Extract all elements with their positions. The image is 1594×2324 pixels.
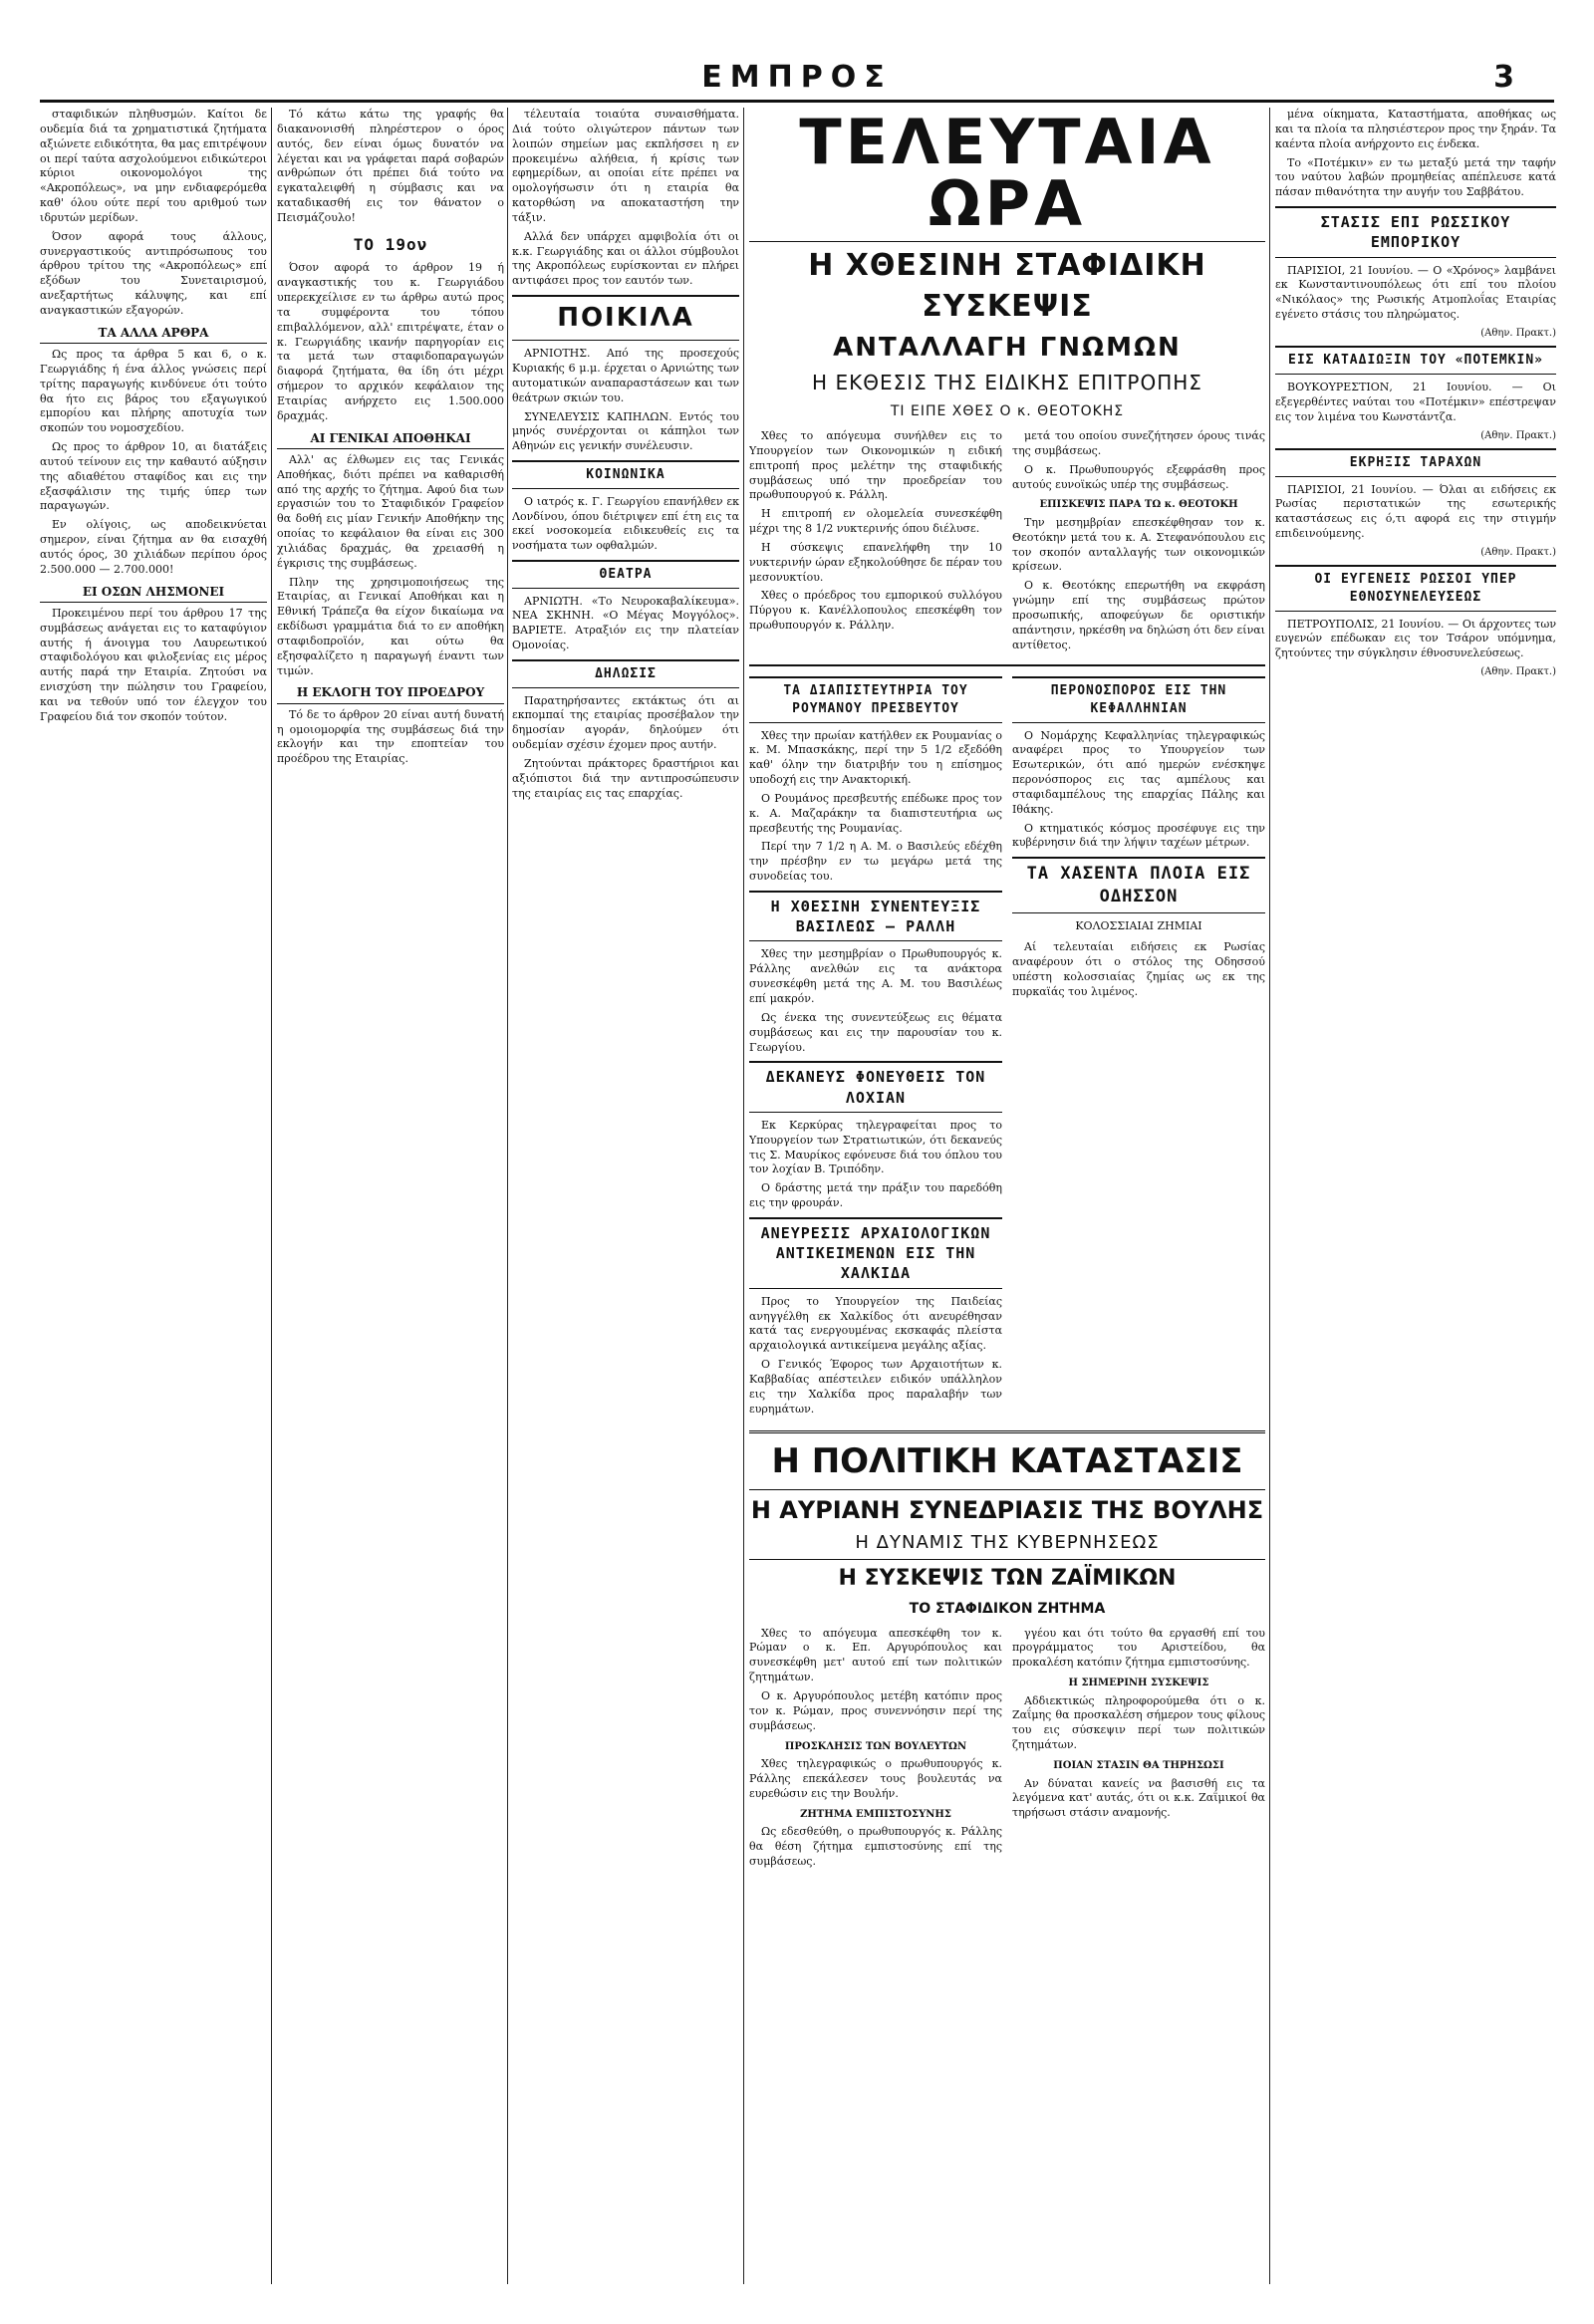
two-column-body (749, 664, 1265, 1420)
article-paragraph: Ως προς το άρθρον 10, αι διατάξεις αυτού τείνουν εις την καθαυτό αύξησιν της αδιαθέτου σταφίδος και εις την εξασφάλισιν της τιμής ύπερ των παραγωγών. (40, 440, 267, 513)
column-5 (1275, 108, 1556, 2284)
article-paragraph: Περί την 7 1/2 η Α. Μ. ο Βασιλεύς εδέχθη την πρέσβην εν τω μεγάρω μετά της συνοδείας του. (749, 840, 1002, 884)
section-heading: ΑΝΕΥΡΕΣΙΣ ΑΡΧΑΙΟΛΟΓΙΚΩΝ ΑΝΤΙΚΕΙΜΕΝΩΝ ΕΙΣ ΤΗΝ ΧΑΛΚΙΔΑ (749, 1217, 1002, 1289)
section-heading: Η ΕΚΛΟΓΗ ΤΟΥ ΠΡΟΕΔΡΟΥ (277, 684, 504, 703)
article-paragraph: Ο κ. Θεοτόκης επερωτήθη να εκφράση γνώμην επί της συμβάσεως πρώτον προσωπικής, αποφεύγων δε οριστικήν απάντησιν, ηρκέσθη να δηλώση ότι δεν είναι αντίθετος. (1012, 579, 1265, 651)
section-heading: ΑΙ ΓΕΝΙΚΑΙ ΑΠΟΘΗΚΑΙ (277, 430, 504, 449)
section-heading: ΔΕΚΑΝΕΥΣ ΦΟΝΕΥΘΕΙΣ ΤΟΝ ΛΟΧΙΑΝ (749, 1061, 1002, 1113)
article-paragraph: μετά του οποίου συνεζήτησεν όρους τινάς της συμβάσεως. (1012, 428, 1265, 457)
politics-subtitle: ΤΟ ΣΤΑΦΙΔΙΚΟΝ ΖΗΤΗΜΑ (909, 1600, 1106, 1617)
article-paragraph: Αν δύναται κανείς να βασισθή εις τα λεγόμενα κατ' αυτάς, ότι οι κ.κ. Ζαΐμικοί θα τηρήσωσι στάσιν αναμονής. (1012, 1776, 1265, 1820)
article-paragraph: ΒΟΥΚΟΥΡΕΣΤΙΟΝ, 21 Ιουνίου. — Οι εξεγερθέντες ναύται του «Ποτέμκιν» επέστρεψαν εις τον λιμένα του Κωνστάντζα. (1275, 380, 1556, 423)
article-paragraph: Ζητούνται πράκτορες δραστήριοι και αξιόπιστοι διά την αντιπροσώπευσιν της εταιρίας εις τας επαρχίας. (512, 756, 739, 800)
headline-title: ΤΕΛΕΥΤΑΙΑ ΩΡΑ (799, 108, 1215, 240)
article-paragraph: ΠΑΡΙΣΙΟΙ, 21 Ιουνίου. — Ο «Χρόνος» λαμβάνει εκ Κωνσταντινουπόλεως ότι επί του πλοίου «Νικόλαος» της Ρωσικής Ατμοπλοΐας Εταιρίας εγένετο στάσις του πληρώματος. (1275, 263, 1556, 322)
politics-body (749, 1627, 1265, 1874)
section-heading: ΤΑ ΑΛΛΑ ΑΡΘΡΑ (40, 325, 267, 344)
section-heading: ΖΗΤΗΜΑ ΕΜΠΙΣΤΟΣΥΝΗΣ (800, 1808, 951, 1820)
section-heading: ΔΗΛΩΣΙΣ (512, 659, 739, 688)
section-heading: ΘΕΑΤΡΑ (512, 560, 739, 589)
body-right (1012, 429, 1265, 656)
section-heading: Η ΣΗΜΕΡΙΝΗ ΣΥΣΚΕΨΙΣ (1068, 1678, 1209, 1689)
article-paragraph: ΣΥΝΕΛΕΥΣΙΣ ΚΑΠΗΛΩΝ. Εντός του μηνός συνέρχονται οι κάπηλοι των Αθηνών εις γενικήν συνέλευσιν. (512, 409, 739, 453)
article-paragraph: Όσον αφορά το άρθρον 19 ή αναγκαστικής του κ. Γεωργιάδου υπερεκχείλισε εν τω άρθρω αυτώ προς τα συμφέροντα του τόπου επιβαλλόμενον, αλλ' επιτρέψατε, έταν ο κ. Γεωργιάδης ικανήν παρηγορίαν εις τα μετά των σταφιδοπαραγωγών διαφορά ζητήματα, θα ίδη ότι μέχρι σήμερον το αρχικόν κεφάλαιον της Εταιρίας ανήρχετο εις 1.500.000 δραχμάς. (277, 261, 504, 422)
article-paragraph: μένα οίκηματα, Καταστήματα, αποθήκας ως και τα πλοία τα πλησιέστερον προς την ξηράν. Τα καέντα πλοία ανήρχοντο εις ένδεκα. (1275, 108, 1556, 150)
section-heading: ΕΙΣ ΚΑΤΑΔΙΩΞΙΝ ΤΟΥ «ΠΟΤΕΜΚΙΝ» (1275, 346, 1556, 375)
section-heading: ΠΡΟΣΚΛΗΣΙΣ ΤΩΝ ΒΟΥΛΕΥΤΩΝ (784, 1740, 967, 1752)
section-subheading: ΚΟΛΟΣΣΙΑΙΑΙ ΖΗΜΙΑΙ (1075, 919, 1202, 933)
article-paragraph: τέλευταία τοιαύτα συναισθήματα. Διά τούτο ολιγώτερον πάντων των λοιπών σημείων μας εκπλήσσει η εν προκειμένω αλήθεια, ή κρίσις των εφημερίδων, αι οποίαι είτε πρέπει να ομολογήσωσιν ότι η εταιρία θα κατορθώση να αποκαταστήση την τάξιν. (512, 108, 739, 224)
article-paragraph: Χθες το απόγευμα απεσκέφθη τον κ. Ρώμαν ο κ. Επ. Αργυρόπουλος και συνεσκέφθη μετ' αυτού επί των πολιτικών ζητημάτων. (749, 1626, 1002, 1684)
article-paragraph: ΠΑΡΙΣΙΟΙ, 21 Ιουνίου. — Όλαι αι ειδήσεις εκ Ρωσίας περιστατικών της εσωτερικής καταστάσεως εις ό,τι αφορά εις την στιγμήν επιδεινούμενης. (1275, 482, 1556, 541)
page-number: 3 (1493, 60, 1514, 95)
article-paragraph: Αί τελευταίαι ειδήσεις εκ Ρωσίας αναφέρουν ότι ο στόλος της Οδησσού υπέστη κολοσσιαίας ζημίας ως εκ της πυρκαϊάς του λιμένος. (1012, 940, 1265, 998)
section-heading: ΠΟΙΚΙΛΑ (512, 295, 739, 341)
article-paragraph: Ο κτηματικός κόσμος προσέφυγε εις την κυβέρνησιν διά την λήψιν ταχέων μέτρων. (1012, 821, 1265, 850)
article-paragraph: Ως εδεσθεύθη, ο πρωθυπουργός κ. Ράλλης θα θέση ζήτημα εμπιστοσύνης επί της συμβάσεως. (749, 1825, 1002, 1868)
article-paragraph: Αδδιεκτικώς πληροφορούμεθα ότι ο κ. Ζαΐμης θα προσκαλέση σήμερον τους φίλους του εις σύσκεψιν περί των πολιτικών ζητημάτων. (1012, 1693, 1265, 1752)
section-heading: ΚΟΙΝΩΝΙΚΑ (512, 460, 739, 489)
newspaper-name: ΕΜΠΡΟΣ (701, 60, 893, 95)
article-paragraph: Παρατηρήσαντες εκτάκτως ότι αι εκπομπαί της εταιρίας προσέβαλον την δημοσίαν αγοράν, δηλούμεν ότι ουδεμίαν σχέσιν έχομεν προς αυτήν. (512, 693, 739, 752)
section-heading: ΤΟ 19ον (353, 234, 428, 254)
politics-subtitle: Η ΔΥΝΑΜΙΣ ΤΗΣ ΚΥΒΕΡΝΗΣΕΩΣ (855, 1531, 1160, 1553)
column-2 (277, 108, 504, 2284)
body-left (749, 670, 1002, 1420)
section-heading: ΟΙ ΕΥΓΕΝΕΙΣ ΡΩΣΣΟΙ ΥΠΕΡ ΕΘΝΟΣΥΝΕΛΕΥΣΕΩΣ (1275, 565, 1556, 611)
article-paragraph: Την μεσημβρίαν επεσκέφθησαν τον κ. Θεοτόκην μετά του κ. Α. Στεφανόπουλου εις τον σκοπόν ανταλλαγής των οικονομικών κρίσεων. (1012, 515, 1265, 574)
article-paragraph: Χθες τηλεγραφικώς ο πρωθυπουργός κ. Ράλλης επεκάλεσεν τους βουλευτάς να ευρεθώσιν εις την Βουλήν. (749, 1757, 1002, 1800)
headline-subtitle: ΑΝΤΑΛΛΑΓΗ ΓΝΩΜΩΝ (833, 333, 1182, 363)
column-divider (743, 108, 744, 2284)
article-paragraph: Χθες την μεσημβρίαν ο Πρωθυπουργός κ. Ράλλης ανελθών εις τα ανάκτορα συνεσκέφθη μετά της Α. Μ. του Βασιλέως επί μακρόν. (749, 947, 1002, 1006)
article-paragraph: Ο ιατρός κ. Γ. Γεωργίου επανήλθεν εκ Λονδίνου, όπου διέτριψεν επί έτη εις τα εκεί νοσοκομεία ειδικευθείς εις τα νοσήματα των οφθαλμών. (512, 494, 739, 553)
news-source: (Αθην. Πρακτ.) (1480, 546, 1556, 558)
article-paragraph: Πλην της χρησιμοποιήσεως της Εταιρίας, αι Γενικαί Αποθήκαι και η Εθνική Τράπεζα θα είχον δικαίωμα να εκδίδωσι γραμμάτια διά το εν αποθήκη σταφιδοπροϊόν, και ούτω θα εξησφαλίζετο η παραγωγή έναντι των τιμών. (277, 575, 504, 677)
article-paragraph: Όσον αφορά τους άλλους, συνεργαστικούς αντιπρόσωπους του άρθρου τρίτου της «Ακροπόλεως» επί εξόδων του Συνεταιρισμού, ανεξαρτήτως κάλυψης, και επί αναγκαστικών εξαγορών. (40, 229, 267, 317)
article-paragraph: ΠΕΤΡΟΥΠΟΛΙΣ, 21 Ιουνίου. — Οι άρχοντες των ευγενών επέδωκαν εις τον Τσάρον υπόμνημα, ζητούντες την σύγκλησιν έθνοσυνελεύσεως. (1275, 617, 1556, 660)
politics-subtitle: Η ΑΥΡΙΑΝΗ ΣΥΝΕΔΡΙΑΣΙΣ ΤΗΣ ΒΟΥΛΗΣ (749, 1489, 1265, 1526)
article-paragraph: Χθες το απόγευμα συνήλθεν εις το Υπουργείον των Οικονομικών η ειδική επιτροπή προς μελέτην της σταφιδικής συμβάσεως υπό την προεδρείαν του πρωθυπουργού κ. Ράλλη. (749, 428, 1002, 502)
column-1 (40, 108, 267, 2284)
column-divider (271, 108, 272, 2284)
news-source: (Αθην. Πρακτ.) (1480, 327, 1556, 339)
section-heading: ΕΠΙΣΚΕΨΙΣ ΠΑΡΑ ΤΩ κ. ΘΕΟΤΟΚΗ (1039, 499, 1238, 511)
section-heading: ΠΟΙΑΝ ΣΤΑΣΙΝ ΘΑ ΤΗΡΗΣΩΣΙ (1053, 1760, 1224, 1772)
section-heading: ΣΤΑΣΙΣ ΕΠΙ ΡΩΣΣΙΚΟΥ ΕΜΠΟΡΙΚΟΥ (1275, 206, 1556, 258)
section-heading: ΤΑ ΔΙΑΠΙΣΤΕΥΤΗΡΙΑ ΤΟΥ ΡΟΥΜΑΝΟΥ ΠΡΕΣΒΕΥΤΟΥ (749, 676, 1002, 722)
article-paragraph: Το «Ποτέμκιν» εν τω μεταξύ μετά την ταφήν του ναύτου λαβών προμηθείας απέπλευσε κατά πάσαν πιθανότητα την αυγήν του Σαββάτου. (1275, 155, 1556, 199)
politics-title: Η ΠΟΛΙΤΙΚΗ ΚΑΤΑΣΤΑΣΙΣ (749, 1430, 1265, 1485)
column-4-latest-news (749, 108, 1265, 2284)
headline-subtitle: Η ΕΚΘΕΣΙΣ ΤΗΣ ΕΙΔΙΚΗΣ ΕΠΙΤΡΟΠΗΣ (812, 371, 1202, 395)
headline-subtitle: ΤΙ ΕΙΠΕ ΧΘΕΣ Ο κ. ΘΕΟΤΟΚΗΣ (890, 403, 1125, 420)
masthead (40, 60, 1554, 103)
article-paragraph: Ως προς τα άρθρα 5 και 6, ο κ. Γεωργιάδης ή ένα άλλος γνώσεις περί τρίτης παραγωγής κινδύνευε ότι τούτο θα ήτο εις βάρος του εξαγωγικού εμπορίου και πλήρης αποτυχία των σκοπών του νομοσχεδίου. (40, 348, 267, 435)
body-right (1012, 1627, 1265, 1874)
article-paragraph: Ο κ. Πρωθυπουργός εξεφράσθη προς αυτούς ευνοϊκώς υπέρ της συμβάσεως. (1012, 462, 1265, 491)
article-paragraph: σταφιδικών πληθυσμών. Καίτοι δε ουδεμία διά τα χρηματιστικά ζητήματα αξιώνετε ειδικότητα, θα μας επιτρέψουν οι περί ταύτα ασχολούμενοι ειδικώτεροι κύριοι οικονομολόγοι της «Ακροπόλεως», να μην ενδιαφερόμεθα καθ' όλου ούτε περί του αριθμού των ιδρυτών μερίδων. (40, 108, 267, 224)
article-paragraph: Προς το Υπουργείον της Παιδείας ανηγγέλθη εκ Χαλκίδος ότι ανευρέθησαν κατά τας ενεργουμένας εκσκαφάς πλείστα αρχαιολογικά αντικείμενα μεγάλης αξίας. (749, 1294, 1002, 1353)
article-paragraph: Η σύσκεψις επανελήφθη την 10 νυκτερινήν ώραν εξηκολούθησε δε πέραν του μεσονυκτίου. (749, 540, 1002, 584)
body-left (749, 1627, 1002, 1874)
article-paragraph: Ο Γενικός Έφορος των Αρχαιοτήτων κ. Καββαδίας απέστειλεν ειδικόν υπάλληλον εις την Χαλκίδα προς παραλαβήν των ευρημάτων. (749, 1358, 1002, 1416)
article-paragraph: Εν ολίγοις, ως αποδεικνύεται σημερον, είναι ζήτημα αν θα εισαχθή αυτός όρος, 30 χιλιάδων περίπου όρος 2.500.000 — 2.700.000! (40, 518, 267, 576)
article-paragraph: Τό δε το άρθρον 20 είναι αυτή δυνατή η ομοιομορφία της συμβάσεως διά την εκλογήν και την εποπτείαν του προέδρου της Εταιρίας. (277, 707, 504, 766)
body-left (749, 429, 1002, 656)
article-paragraph: Προκειμένου περί του άρθρου 17 της συμβάσεως ανάγεται εις το καταφύγιον αυτής ή άνοιγμα του Λαυρεωτικού σταφιδολόγου και φιλοξενίας εις μέρος αυτής παρά την Εταιρία. Ζητούσι να ενισχύση την πώλησιν του Γραφείου, και να τεθούν υπό τον έλεγχον του Γραφείου διά τον σκοπόν τούτον. (40, 606, 267, 723)
news-source: (Αθην. Πρακτ.) (1480, 666, 1556, 678)
article-paragraph: Ο Νομάρχης Κεφαλληνίας τηλεγραφικώς αναφέρει προς το Υπουργείον των Εσωτερικών, ότι από ημερών ενέσκηψε περονόσπορος εις τας αμπέλους και σταφιδαμπέλους της επαρχίας Πάλης και Ιθάκης. (1012, 728, 1265, 816)
article-paragraph: Εκ Κερκύρας τηλεγραφείται προς το Υπουργείον των Στρατιωτικών, ότι δεκανεύς τις Σ. Μαυρίκος εφόνευσε διά του όπλου του τον λοχίαν Β. Τριπόδην. (749, 1118, 1002, 1176)
section-heading: ΕΙ ΟΣΩΝ ΛΗΣΜΟΝΕΙ (40, 584, 267, 603)
column-divider (507, 108, 508, 2284)
news-source: (Αθην. Πρακτ.) (1480, 429, 1556, 441)
article-paragraph: Ο δράστης μετά την πράξιν του παρεδόθη εις την φρουράν. (749, 1181, 1002, 1210)
article-paragraph: Αλλ' ας έλθωμεν εις τας Γενικάς Αποθήκας, διότι πρέπει να καθαρισθή από της αρχής το ζήτημα. Αφού δια των εργασιών του το Σταφιδικόν Γραφείον θα δοθή εις μίαν Γενικήν Αποθήκην της οποίας το κεφάλαιον θα είναι εις 300 χιλιάδας δραχμάς, θα χρειασθή η έγκρισις της συμβάσεως. (277, 452, 504, 570)
article-paragraph: γγέου και ότι τούτο θα εργασθή επί του προγράμματος του Αριστείδου, θα προκαλέση κατόπιν ζήτημα εμπιστοσύνης. (1012, 1626, 1265, 1670)
article-paragraph: Η επιτροπή εν ολομελεία συνεσκέφθη μέχρι της 8 1/2 νυκτερινής όπου διέλυσε. (749, 507, 1002, 536)
politics-subtitle: Η ΣΥΣΚΕΨΙΣ ΤΩΝ ΖΑΪΜΙΚΩΝ (749, 1559, 1265, 1594)
article-paragraph: Ο κ. Αργυρόπουλος μετέβη κατόπιν προς τον κ. Ρώμαν, προς συνεννόησιν περί της συμβάσεως. (749, 1688, 1002, 1732)
article-paragraph: Χθες την πρωίαν κατήλθεν εκ Ρουμανίας ο κ. Μ. Μπασκάκης, περί την 5 1/2 εξεδόθη καθ' όλην την διατριβήν του η επίσημος υποδοχή εις την Ανακτορική. (749, 728, 1002, 787)
section-heading: Η ΧΘΕΣΙΝΗ ΣΥΝΕΝΤΕΥΞΙΣ ΒΑΣΙΛΕΩΣ — ΡΑΛΛΗ (749, 891, 1002, 942)
article-paragraph: Ως ένεκα της συνεντεύξεως εις θέματα συμβάσεως και εις την παρουσίαν του κ. Γεωργίου. (749, 1010, 1002, 1054)
article-paragraph: Τό κάτω κάτω της γραφής θα διακανονισθή πληρέστερον ο όρος αυτός, δεν είναι όμως δυνατόν να λέγεται και να γράφεται παρά σοβαρών ανθρώπων ότι πρέπει διά τούτο να εγκαταλειφθή η σύμβασις και να καταδικασθή εις τον θάνατον ο Πεισμάζουλο! (277, 108, 504, 224)
article-paragraph: ΑΡΝΙΟΤΗΣ. Από της προσεχούς Κυριακής 6 μ.μ. έρχεται ο Αρνιώτης των αυτοματικών αναπαραστάσεων και των θεάτρων σκιών του. (512, 347, 739, 404)
body-right (1012, 670, 1265, 1420)
article-paragraph: ΑΡΝΙΩΤΗ. «Το Νευροκαβαλίκευμα». ΝΕΑ ΣΚΗΝΗ. «Ο Μέγας Μογγόλος». ΒΑΡΙΕΤΕ. Ατραξιόν εις την πλατείαν Ομονοίας. (512, 594, 739, 652)
article-paragraph: Χθες ο πρόεδρος του εμπορικού συλλόγου Πύργου κ. Κανέλλοπουλος επεσκέφθη τον πρωθυπουργόν κ. Ράλλην. (749, 589, 1002, 633)
column-3 (512, 108, 739, 2284)
article-paragraph: Ο Ρουμάνος πρεσβευτής επέδωκε προς τον κ. Α. Μαζαράκην τα διαπιστευτήρια ως πρεσβευτής της Ρουμανίας. (749, 791, 1002, 835)
two-column-body (749, 429, 1265, 656)
section-heading: ΠΕΡΟΝΟΣΠΟΡΟΣ ΕΙΣ ΤΗΝ ΚΕΦΑΛΛΗΝΙΑΝ (1012, 676, 1265, 722)
article-paragraph: Αλλά δεν υπάρχει αμφιβολία ότι οι κ.κ. Γεωργιάδης και οι άλλοι σύμβουλοι της Ακροπόλεως ευρίσκονται εν πλήρει αντιφάσει προς τον εαυτόν των. (512, 229, 739, 288)
headline-subtitle: Η ΧΘΕΣΙΝΗ ΣΤΑΦΙΔΙΚΗ ΣΥΣΚΕΨΙΣ (749, 241, 1265, 327)
section-heading: ΕΚΡΗΞΙΣ ΤΑΡΑΧΩΝ (1275, 448, 1556, 477)
section-heading: ΤΑ ΧΑΣΕΝΤΑ ΠΛΟΙΑ ΕΙΣ ΟΔΗΣΣΟΝ (1012, 857, 1265, 913)
column-divider (1269, 108, 1270, 2284)
